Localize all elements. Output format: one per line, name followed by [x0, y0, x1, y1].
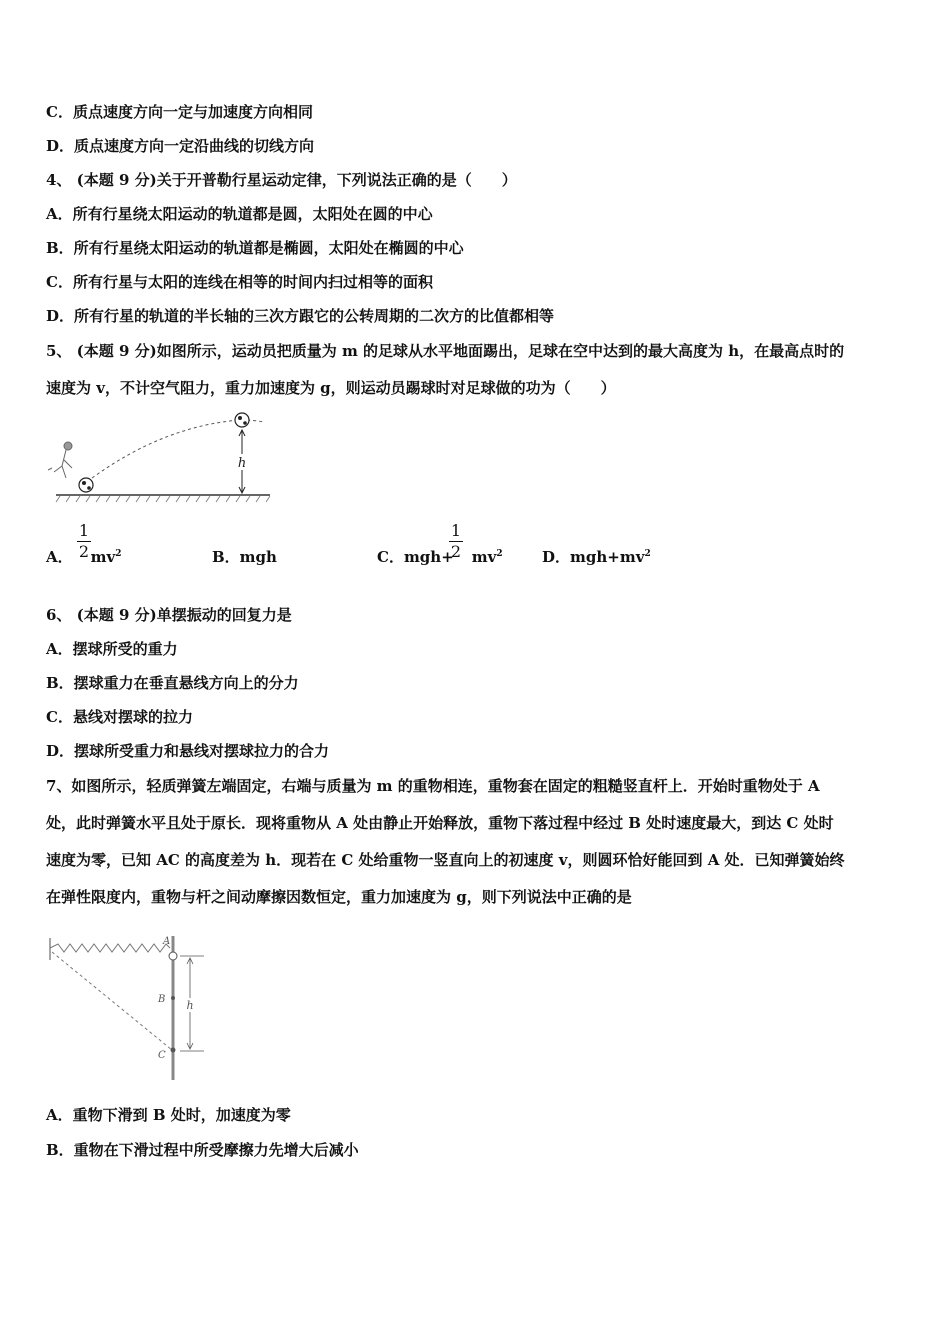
point-c — [171, 1048, 176, 1053]
label-c: C — [158, 1050, 166, 1061]
fraction-numerator: 1 — [450, 521, 462, 540]
q5-option-d — [542, 546, 651, 567]
spring — [50, 944, 170, 952]
q6-stem: 6、 (本题 9 分)单摆振动的回复力是 — [46, 606, 292, 624]
q5-option-a-suffix: mv — [90, 548, 116, 566]
label-b: B — [158, 994, 166, 1005]
q7-spring-rod-figure — [44, 930, 214, 1086]
q7-option-a: A．重物下滑到 B 处时，加速度为零 — [46, 1106, 291, 1124]
q5-option-c-square: 2 — [496, 549, 503, 559]
q5-option-b: B．mgh — [212, 548, 277, 566]
ball-start — [79, 478, 93, 492]
q4-stem: 4、 (本题 9 分)关于开普勒行星运动定律，下列说法正确的是（ ） — [46, 171, 517, 189]
q5-option-c-suffix: mv — [471, 548, 497, 566]
fraction-numerator: 1 — [78, 521, 90, 540]
label-a: A — [163, 936, 171, 947]
q5-option-a-square: 2 — [115, 549, 122, 559]
height-label: h — [186, 999, 194, 1012]
point-b — [171, 996, 175, 1000]
q4-option-a: A．所有行星绕太阳运动的轨道都是圆，太阳处在圆的中心 — [46, 205, 433, 223]
q3-option-c: C．质点速度方向一定与加速度方向相同 — [46, 103, 313, 121]
q5-option-c — [377, 546, 503, 567]
q7-stem-line2: 处，此时弹簧水平且处于原长．现将重物从 A 处由静止开始释放，重物下落过程中经过 B 处时速度最大，到达 C 处时 — [46, 814, 834, 832]
q4-option-d: D．所有行星的轨道的半长轴的三次方跟它的公转周期的二次方的比值都相等 — [46, 307, 555, 325]
q5-option-d-square: 2 — [644, 549, 651, 559]
ground-hatching — [56, 496, 270, 502]
q5-option-c-fraction — [449, 522, 463, 561]
fraction-denominator: 2 — [450, 542, 462, 561]
q4-option-b: B．所有行星绕太阳运动的轨道都是椭圆，太阳处在椭圆的中心 — [46, 239, 464, 257]
q6-option-c: C．悬线对摆球的拉力 — [46, 708, 193, 726]
q3-option-d: D．质点速度方向一定沿曲线的切线方向 — [46, 137, 315, 155]
q7-stem-line3: 速度为零，已知 AC 的高度差为 h．现若在 C 处给重物一竖直向上的初速度 v，则圆环恰好能回到 A 处．已知弹簧始终 — [46, 851, 845, 869]
q5-options — [46, 522, 906, 572]
q5-option-a-prefix: A． — [46, 548, 73, 566]
q6-option-d: D．摆球所受重力和悬线对摆球拉力的合力 — [46, 742, 330, 760]
q5-stem-line1: 5、 (本题 9 分)如图所示，运动员把质量为 m 的足球从水平地面踢出，足球在空中达到的最大高度为 h，在最高点时的 — [46, 342, 845, 360]
q7-stem-line4: 在弹性限度内，重物与杆之间动摩擦因数恒定，重力加速度为 g，则下列说法中正确的是 — [46, 888, 632, 906]
q7-stem-line1: 7、如图所示，轻质弹簧左端固定，右端与质量为 m 的重物相连，重物套在固定的粗糙竖直杆上．开始时重物处于 A — [46, 777, 820, 795]
height-label: h — [237, 456, 247, 471]
q5-stem-line2: 速度为 v，不计空气阻力，重力加速度为 g，则运动员踢球时对足球做的功为（ ） — [46, 379, 616, 397]
q5-option-a-fraction — [77, 522, 91, 561]
q4-option-c: C．所有行星与太阳的连线在相等的时间内扫过相等的面积 — [46, 273, 433, 291]
q7-option-b: B．重物在下滑过程中所受摩擦力先增大后减小 — [46, 1141, 359, 1159]
q5-option-c-prefix: C．mgh+ — [377, 548, 454, 566]
ball-top — [235, 413, 249, 427]
ring-a — [169, 952, 177, 960]
spring-stretched-dashed — [52, 952, 172, 1050]
q6-option-a: A．摆球所受的重力 — [46, 640, 178, 658]
athlete-figure — [48, 442, 72, 478]
q5-option-d-text: D．mgh+mv — [542, 548, 645, 566]
fraction-denominator: 2 — [78, 542, 90, 561]
q6-option-b: B．摆球重力在垂直悬线方向上的分力 — [46, 674, 299, 692]
q5-football-figure — [44, 406, 276, 506]
